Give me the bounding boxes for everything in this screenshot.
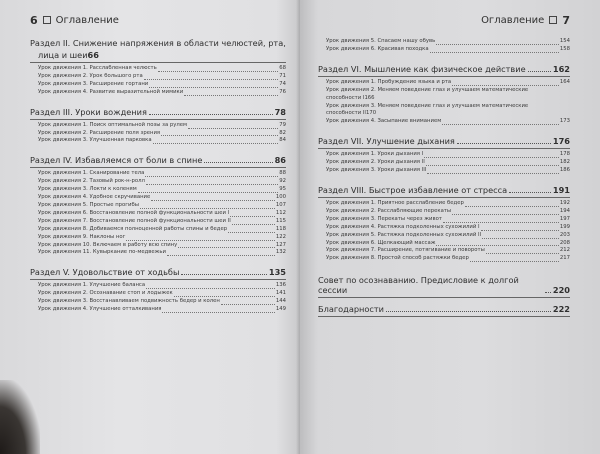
leader-dots xyxy=(140,208,275,209)
thumb-shadow xyxy=(0,380,40,454)
toc-section-title: Раздел VI. Мышление как физическое действие xyxy=(318,63,526,74)
toc-lesson-title: Урок движения 4. Улучшение отталкивания xyxy=(38,306,162,313)
leader-dots xyxy=(426,165,559,166)
leader-dots xyxy=(146,184,278,185)
toc-lesson-title: Урок движения 3. Меняем поведение глаз и улучшаем математические xyxy=(326,102,529,109)
leader-dots xyxy=(126,240,275,241)
running-title: Оглавление xyxy=(481,14,545,26)
toc-lesson xyxy=(30,290,286,298)
toc-lesson-title: Урок движения 8. Простой способ растяжки бедер xyxy=(326,255,469,262)
toc-section xyxy=(318,304,570,317)
toc-lesson-page: 166 xyxy=(364,94,375,101)
leader-dots xyxy=(174,296,275,297)
toc-lesson xyxy=(318,95,570,103)
leader-dots xyxy=(153,143,279,144)
toc-lesson-title: Урок движения 3. Восстанавливаем подвижность бедер и колен xyxy=(38,298,220,305)
leader-dots xyxy=(436,245,558,246)
toc-lesson-page: 158 xyxy=(559,45,570,52)
toc-lesson-title: Урок движения 3. Расширение гортани xyxy=(38,80,149,87)
toc-lesson-title: Урок движения 1. Пробуждение языка и рта xyxy=(326,78,452,85)
leader-dots xyxy=(228,232,275,233)
leader-dots xyxy=(184,95,278,96)
toc-lesson xyxy=(30,234,286,242)
toc-lesson-title: Урок движения 3. Уроки дыхания III xyxy=(326,167,427,174)
toc-lesson-title: Урок движения 2. Расширение поля зрения xyxy=(38,129,161,136)
toc-lesson xyxy=(318,87,570,95)
toc-lesson xyxy=(318,208,570,216)
leader-dots xyxy=(457,143,551,144)
toc-lesson-page: 68 xyxy=(279,65,286,71)
toc-section-page: 191 xyxy=(552,184,570,195)
toc-section-page: 86 xyxy=(274,155,286,166)
leader-dots xyxy=(138,192,279,193)
toc-lesson-title: Урок движения 2. Тазовый рок-н-ролл xyxy=(38,178,145,185)
running-head-right xyxy=(318,10,570,30)
leader-dots xyxy=(221,304,275,305)
toc-lesson xyxy=(318,38,570,46)
toc-lesson xyxy=(30,218,286,226)
running-head-left xyxy=(30,10,286,30)
toc-section-title: Раздел III. Уроки вождения xyxy=(30,106,147,117)
leader-dots xyxy=(149,87,278,88)
running-title: Оглавление xyxy=(55,14,119,26)
toc-right xyxy=(318,38,570,317)
toc-section-title: Раздел IV. Избавляемся от боли в спине xyxy=(30,155,203,166)
spacer xyxy=(30,145,286,151)
toc-lesson-title: Урок движения 5. Растяжка подколенных сухожилий II xyxy=(326,231,482,238)
toc-lesson xyxy=(30,194,286,202)
toc-section-page: 66 xyxy=(87,50,99,60)
toc-section-page: 222 xyxy=(552,304,570,315)
leader-dots xyxy=(151,200,275,201)
page-number: 6 xyxy=(30,13,38,27)
toc-lesson-title: Урок движения 1. Поиск оптимальной позы за рулем xyxy=(38,121,188,128)
toc-lesson-page: 192 xyxy=(559,199,570,206)
toc-section-title: Раздел VIII. Быстрое избавление от стресса xyxy=(318,184,508,195)
toc-lesson xyxy=(30,73,286,81)
toc-lesson-page: 182 xyxy=(559,159,570,166)
toc-lesson-page: 84 xyxy=(279,137,286,144)
toc-lesson xyxy=(318,167,570,175)
leader-dots xyxy=(144,79,279,80)
toc-lesson-page: 82 xyxy=(279,129,286,136)
toc-section-title: Благодарности xyxy=(318,304,385,315)
toc-lesson xyxy=(30,242,286,250)
toc-lesson-title: Урок движения 11. Кувыркание по-медвежьи xyxy=(38,249,166,256)
toc-lesson-page: 112 xyxy=(275,209,286,216)
toc-lesson-page: 118 xyxy=(275,225,286,232)
leader-dots xyxy=(545,292,551,293)
toc-lesson-page: 79 xyxy=(279,121,286,128)
toc-lesson xyxy=(318,200,570,208)
toc-lesson xyxy=(318,46,570,54)
square-ornament-icon xyxy=(43,16,51,24)
leader-dots xyxy=(442,124,559,125)
toc-lesson-title: способности I xyxy=(326,94,365,101)
toc-lesson-page: 141 xyxy=(275,290,286,297)
toc-lesson xyxy=(30,249,286,257)
page-number: 7 xyxy=(562,13,570,27)
toc-lesson-title: Урок движения 6. Красивая походка xyxy=(326,45,429,52)
leader-dots xyxy=(443,222,559,223)
toc-section xyxy=(30,38,286,48)
leader-dots xyxy=(232,224,275,225)
toc-lesson-title: Урок движения 2. Осознавание стоп и лодыжек xyxy=(38,290,173,297)
toc-section xyxy=(30,107,286,120)
toc-lesson-page: 164 xyxy=(559,78,570,85)
toc-lesson-title: Урок движения 2. Меняем поведение глаз и улучшаем математические xyxy=(326,86,529,93)
spacer xyxy=(318,126,570,132)
toc-lesson-page: 127 xyxy=(275,241,286,248)
toc-lesson-page: 186 xyxy=(559,167,570,174)
leader-dots xyxy=(486,253,559,254)
toc-lesson-title: Урок движения 4. Развитие выразительной мимики xyxy=(38,88,184,95)
toc-lesson xyxy=(30,65,286,73)
toc-lesson xyxy=(318,118,570,126)
leader-dots xyxy=(470,261,559,262)
toc-section xyxy=(318,275,570,298)
toc-lesson-title: Урок движения 3. Улучшенная парковка xyxy=(38,137,152,144)
toc-lesson-title: Урок движения 2. Расслабляющие перекаты xyxy=(326,207,452,214)
toc-lesson xyxy=(318,216,570,224)
toc-lesson-title: Урок движения 7. Восстановление полной функциональности шеи II xyxy=(38,217,231,224)
leader-dots xyxy=(528,71,551,72)
toc-lesson-title: Урок движения 1. Уроки дыхания I xyxy=(326,151,424,158)
toc-lesson xyxy=(318,159,570,167)
toc-section-page: 78 xyxy=(274,106,286,117)
toc-lesson-page: 144 xyxy=(275,298,286,305)
toc-lesson-title: Урок движения 4. Засыпание вниманием xyxy=(326,118,442,125)
toc-lesson-page: 107 xyxy=(275,201,286,208)
leader-dots xyxy=(481,230,559,231)
toc-lesson-page: 74 xyxy=(279,80,286,87)
toc-lesson-page: 149 xyxy=(275,306,286,313)
toc-lesson-title: Урок движения 1. Сканирование тела xyxy=(38,170,145,177)
toc-lesson-title: Урок движения 6. Восстановление полной функциональности шеи I xyxy=(38,209,230,216)
toc-lesson-page: 122 xyxy=(275,233,286,240)
toc-lesson xyxy=(318,151,570,159)
toc-section xyxy=(30,50,286,63)
toc-lesson-page: 194 xyxy=(559,207,570,214)
toc-lesson-page: 92 xyxy=(279,178,286,185)
leader-dots xyxy=(158,71,279,72)
toc-lesson xyxy=(30,202,286,210)
toc-lesson-title: Урок движения 7. Расширение, потягивание и повороты xyxy=(326,247,485,254)
leader-dots xyxy=(386,311,551,312)
toc-lesson-title: Урок движения 5. Спасаем нашу обувь xyxy=(326,38,436,44)
toc-section-title: Раздел II. Снижение напряжения в области челюстей, рта, xyxy=(30,38,286,48)
leader-dots xyxy=(430,52,559,53)
toc-section xyxy=(318,136,570,149)
toc-lesson-page: 154 xyxy=(559,38,570,44)
toc-lesson xyxy=(30,81,286,89)
toc-section xyxy=(30,155,286,168)
toc-section-page: 220 xyxy=(552,285,570,296)
toc-lesson-page: 217 xyxy=(559,255,570,262)
toc-lesson xyxy=(30,210,286,218)
spacer xyxy=(318,175,570,181)
toc-lesson xyxy=(318,232,570,240)
toc-lesson-page: 71 xyxy=(279,72,286,79)
leader-dots xyxy=(181,274,266,275)
toc-section-page: 176 xyxy=(552,136,570,147)
toc-section xyxy=(30,267,286,280)
toc-lesson xyxy=(318,110,570,118)
toc-section xyxy=(318,64,570,77)
toc-lesson xyxy=(30,226,286,234)
leader-dots xyxy=(204,162,272,163)
toc-lesson-title: Урок движения 10. Включаем в работу всю спину xyxy=(38,241,178,248)
right-page xyxy=(300,0,600,454)
toc-lesson-title: Урок движения 2. Урок большого рта xyxy=(38,72,143,79)
toc-section-title: лица и шеи xyxy=(38,50,88,60)
leader-dots xyxy=(146,288,275,289)
leader-dots xyxy=(465,206,559,207)
toc-lesson-page: 173 xyxy=(559,118,570,125)
toc-lesson xyxy=(30,186,286,194)
toc-lesson-page: 115 xyxy=(275,217,286,224)
spacer xyxy=(30,97,286,103)
toc-lesson-page: 95 xyxy=(279,186,286,193)
toc-lesson-title: Урок движения 3. Локти к коленям xyxy=(38,186,137,193)
leader-dots xyxy=(178,247,275,248)
toc-lesson xyxy=(318,224,570,232)
toc-section-page: 135 xyxy=(268,267,286,278)
toc-lesson-title: Урок движения 5. Простые прогибы xyxy=(38,201,139,208)
leader-dots xyxy=(230,216,275,217)
toc-lesson-title: Урок движения 9. Наклоны ног xyxy=(38,233,126,240)
toc-lesson xyxy=(30,89,286,97)
toc-lesson xyxy=(30,306,286,314)
toc-lesson-title: Урок движения 4. Удобное скручивание xyxy=(38,194,151,201)
leader-dots xyxy=(188,128,278,129)
toc-lesson xyxy=(318,103,570,111)
toc-lesson-page: 203 xyxy=(559,231,570,238)
toc-left xyxy=(30,38,286,314)
toc-lesson-page: 100 xyxy=(275,194,286,201)
toc-lesson xyxy=(318,79,570,87)
toc-lesson-page: 212 xyxy=(559,247,570,254)
toc-lesson-title: Урок движения 8. Добиваемся полноценной работы спины и бедер xyxy=(38,225,228,232)
spacer xyxy=(30,257,286,263)
leader-dots xyxy=(509,192,551,193)
toc-lesson-page: 132 xyxy=(275,249,286,256)
toc-lesson-title: Урок движения 1. Улучшение баланса xyxy=(38,282,146,289)
leader-dots xyxy=(427,173,559,174)
leader-dots xyxy=(424,157,559,158)
toc-lesson-page: 88 xyxy=(279,170,286,177)
toc-lesson xyxy=(30,298,286,306)
toc-lesson-page: 76 xyxy=(279,88,286,95)
leader-dots xyxy=(436,44,559,45)
spacer xyxy=(318,54,570,60)
toc-lesson xyxy=(30,137,286,145)
toc-lesson-page: 197 xyxy=(559,215,570,222)
leader-dots xyxy=(167,255,275,256)
leader-dots xyxy=(145,176,278,177)
toc-lesson xyxy=(30,122,286,130)
toc-lesson xyxy=(30,282,286,290)
toc-lesson-page: 170 xyxy=(366,110,377,117)
toc-lesson-title: способности II xyxy=(326,110,366,117)
toc-lesson-page: 178 xyxy=(559,151,570,158)
leader-dots xyxy=(149,114,273,115)
spacer xyxy=(318,263,570,269)
toc-lesson-title: Урок движения 3. Перекаты через живот xyxy=(326,215,442,222)
toc-section-title: Раздел V. Удовольствие от ходьбы xyxy=(30,267,180,278)
toc-lesson-page: 199 xyxy=(559,223,570,230)
toc-lesson-page: 136 xyxy=(275,282,286,289)
leader-dots xyxy=(482,238,559,239)
square-ornament-icon xyxy=(549,16,557,24)
toc-lesson-title: Урок движения 1. Приятное расслабление бедер xyxy=(326,199,464,206)
toc-lesson-title: Урок движения 2. Уроки дыхания II xyxy=(326,159,425,166)
toc-lesson xyxy=(30,130,286,138)
toc-lesson-title: Урок движения 1. Расслабленная челюсть xyxy=(38,65,157,71)
toc-lesson-title: Урок движения 6. Щелкающий массаж xyxy=(326,239,436,246)
leader-dots xyxy=(162,312,274,313)
toc-lesson xyxy=(318,255,570,263)
leader-dots xyxy=(161,135,278,136)
toc-lesson xyxy=(30,178,286,186)
leader-dots xyxy=(452,214,559,215)
toc-section-page: 162 xyxy=(552,63,570,74)
toc-section-title: Совет по осознаванию. Предисловие к долгой сессии xyxy=(318,275,519,296)
toc-section xyxy=(318,185,570,198)
toc-section-title: Раздел VII. Улучшение дыхания xyxy=(318,136,455,147)
toc-lesson xyxy=(318,240,570,248)
toc-lesson-page: 208 xyxy=(559,239,570,246)
toc-lesson-title: Урок движения 4. Растяжка подколенных сухожилий I xyxy=(326,223,480,230)
leader-dots xyxy=(452,85,559,86)
